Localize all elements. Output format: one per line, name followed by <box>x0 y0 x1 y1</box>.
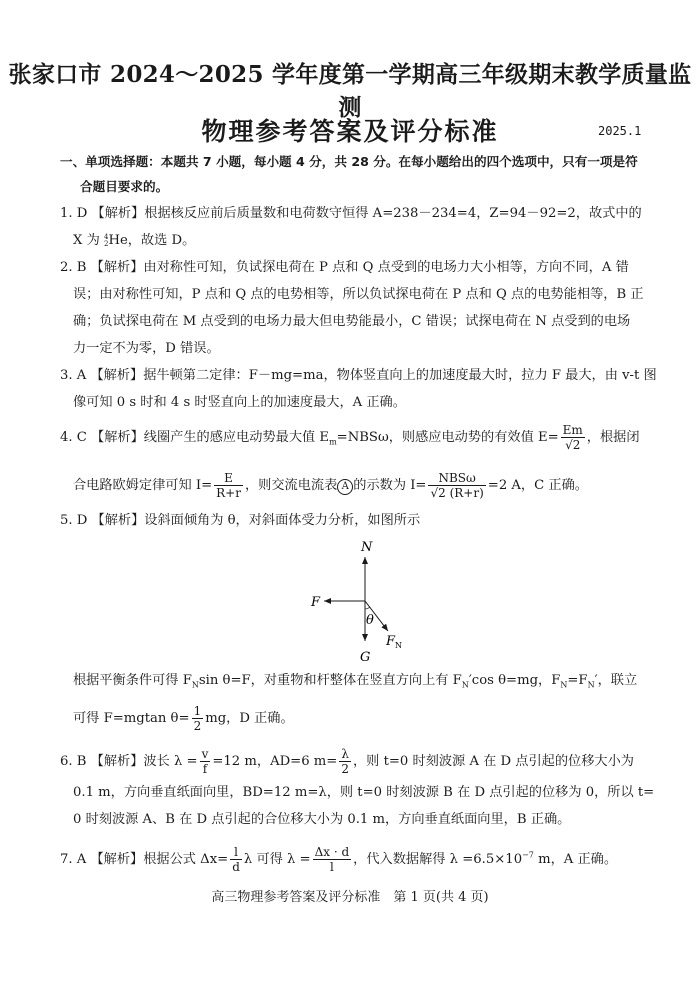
text: λ 可得 λ = <box>243 852 311 867</box>
denominator: d <box>232 860 240 874</box>
answer-4-line-1 <box>60 423 640 452</box>
label-fn <box>385 634 402 650</box>
text: ，代入数据解得 λ =6.5×10 <box>353 852 523 867</box>
answer-2-line-1: 2. B 【解析】由对称性可知，负试探电荷在 P 点和 Q 点受到的电场力大小相等，方向不同，A 错 <box>60 260 629 275</box>
exam-title: 张家口市 2024～2025 学年度第一学期高三年级期末教学质量监测 <box>8 61 692 121</box>
subscript: N <box>587 680 595 690</box>
text: ′，联立 <box>594 673 638 688</box>
denominator: √2 (R+r) <box>430 486 484 500</box>
answer-1-line-1: 1. D 【解析】根据核反应前后质量数和电荷数守恒得 A=238－234=4，Z=94－92=2，故式中的 <box>60 206 642 221</box>
subscript: N <box>560 680 568 690</box>
answer-7-line-1 <box>60 845 617 874</box>
answer-2-line-4: 力一定不为零，D 错误。 <box>73 341 220 356</box>
label-g: G <box>360 650 371 665</box>
answer-5-line-1: 5. D 【解析】设斜面倾角为 θ，对斜面体受力分析，如图所示 <box>60 513 421 528</box>
denominator: √2 <box>565 438 581 452</box>
page-footer: 高三物理参考答案及评分标准 第 1 页(共 4 页) <box>211 890 489 905</box>
numerator: v <box>201 747 209 761</box>
fraction <box>230 845 242 874</box>
answer-6-line-1 <box>60 747 634 776</box>
numerator: Δx · d <box>314 845 350 859</box>
label-f: F <box>311 595 321 610</box>
numerator: λ <box>339 747 351 762</box>
text: ′cos θ=mg，F <box>468 673 561 688</box>
numerator: NBSω <box>428 471 485 486</box>
text: =12 m，AD=6 m= <box>212 754 338 769</box>
section-heading-cont: 合题目要求的。 <box>80 179 169 194</box>
text: ，则 t=0 时刻波源 A 在 D 点引起的位移大小为 <box>353 754 634 769</box>
text: 的示数为 I= <box>353 478 427 493</box>
subscript: N <box>191 680 199 690</box>
denominator: l <box>329 860 334 874</box>
denominator: 2 <box>341 762 349 776</box>
text: X 为 <box>73 233 104 248</box>
fraction <box>561 423 585 452</box>
answer-2-line-2: 误；由对称性可知，P 点和 Q 点的电势相等，所以负试探电荷在 P 点和 Q 点的电势能相等，B 正 <box>73 287 644 302</box>
answer-6-line-2: 0.1 m，方向垂直纸面向里，BD=12 m=λ，则 t=0 时刻波源 B 在 D 点引起的位移为 0，所以 t= <box>73 785 655 800</box>
answer-5-line-2 <box>73 672 637 695</box>
answer-6-line-3: 0 时刻波源 A、B 在 D 点引起的合位移大小为 0.1 m，方向垂直纸面向里，B 正确。 <box>73 812 571 827</box>
label-fn-main: F <box>386 634 396 649</box>
numerator: E <box>214 471 243 486</box>
text: =2 A，C 正确。 <box>487 478 588 493</box>
fraction <box>428 471 485 500</box>
text: 4. C 【解析】线圈产生的感应电动势最大值 E <box>60 430 330 445</box>
atomic-number: 2 <box>103 239 109 248</box>
document-date: 2025.1 <box>598 124 642 138</box>
label-fn-sub: N <box>395 641 403 650</box>
angle-arc <box>365 607 370 609</box>
numerator: 1 <box>193 704 202 718</box>
answer-2-line-3: 确；负试探电荷在 M 点受到的电场力最大但电势能最小，C 错误；试探电荷在 N 点受到的电场 <box>73 314 631 329</box>
exponent: −7 <box>522 850 534 860</box>
text: 根据平衡条件可得 F <box>73 673 192 688</box>
answer-4-line-2 <box>73 471 588 500</box>
numerator: l <box>230 845 242 860</box>
text: sin θ=F，对重物和杆整体在竖直方向上有 F <box>198 673 462 688</box>
text: ，则交流电流表 <box>244 478 338 493</box>
fraction <box>313 845 352 874</box>
denominator: f <box>202 762 208 776</box>
answer-3-line-2: 像可知 0 s 时和 4 s 时竖直向上的加速度最大，A 正确。 <box>73 395 406 410</box>
text: =F <box>567 673 588 688</box>
text: =NBSω，则感应电动势的有效值 E= <box>336 430 559 445</box>
denominator: R+r <box>216 486 241 500</box>
force-diagram <box>300 535 420 665</box>
mass-number: 4 <box>103 232 109 241</box>
text: m，A 正确。 <box>533 852 618 867</box>
fraction <box>200 747 211 776</box>
text: 合电路欧姆定律可知 I= <box>73 478 213 493</box>
text: ，根据闭 <box>586 430 640 445</box>
text: 6. B 【解析】波长 λ = <box>60 754 198 769</box>
label-n: N <box>361 540 373 555</box>
answer-3-line-1: 3. A 【解析】据牛顿第二定律：F－mg=ma，物体竖直向上的加速度最大时，拉力 F 最大，由 v-t 图 <box>60 368 657 383</box>
text: 可得 F=mgtan θ= <box>73 711 190 726</box>
text: mg，D 正确。 <box>205 711 294 726</box>
fraction <box>339 747 351 776</box>
ammeter-symbol: A <box>337 479 353 495</box>
answer-1-line-2 <box>73 232 195 250</box>
answer-5-line-3 <box>73 704 294 733</box>
document-title: 物理参考答案及评分标准 <box>201 117 499 146</box>
fraction <box>192 704 204 733</box>
text: 7. A 【解析】根据公式 Δx= <box>60 852 229 867</box>
section-heading: 一、单项选择题：本题共 7 小题，每小题 4 分，共 28 分。在每小题给出的四个选项中，只有一项是符 <box>60 154 638 169</box>
fraction <box>214 471 243 500</box>
label-theta: θ <box>366 613 374 628</box>
denominator: 2 <box>193 719 202 733</box>
subscript: N <box>461 680 469 690</box>
numerator: Em <box>562 423 583 437</box>
text: He，故选 D。 <box>108 233 196 248</box>
subscript: m <box>329 437 337 447</box>
